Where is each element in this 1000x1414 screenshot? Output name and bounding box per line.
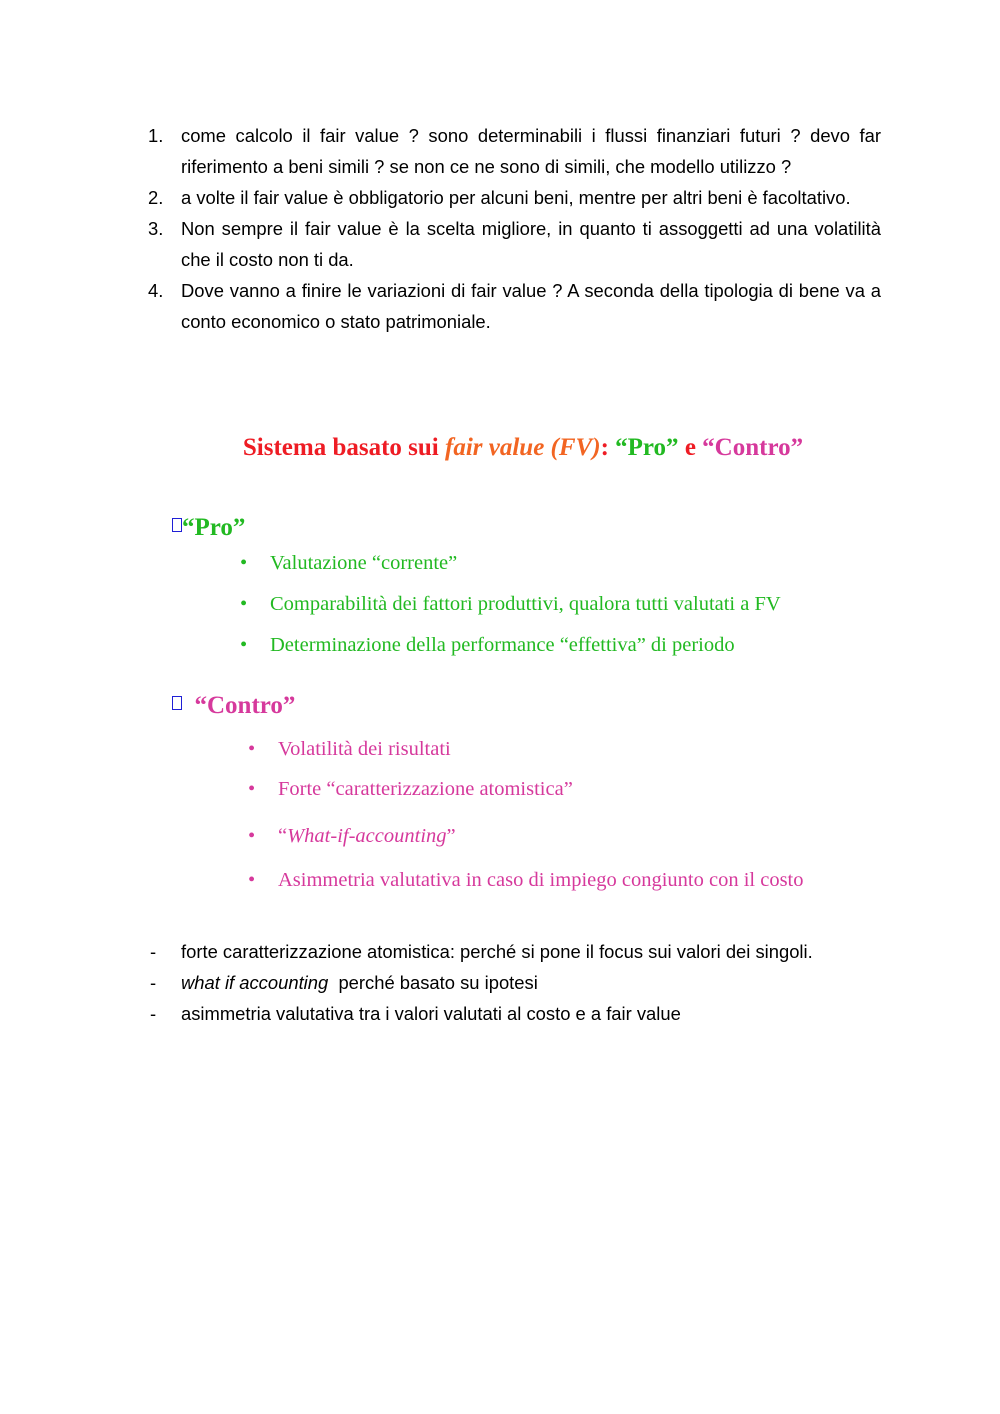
bullet-icon: • [248,778,256,800]
list-item [148,120,881,182]
list-item [248,738,451,761]
list-item-text: Dove vanno a finire le variazioni di fair value ? A seconda della tipologia di bene va a conto economico o stato patrimoniale. [181,280,881,332]
contro-item-italic: What-if-accounting [287,825,447,847]
contro-heading [172,692,295,720]
list-item [148,213,881,275]
list-item-text: Non sempre il fair value è la scelta migliore, in quanto ti assoggetti ad una volatilità che il costo non ti da. [181,218,881,270]
dash-marker: - [150,941,157,962]
pro-heading [172,514,245,542]
pro-item-text: Valutazione “corrente” [270,552,458,574]
title-part: : [600,434,616,461]
list-item [240,552,457,575]
list-number: 4. [148,280,164,301]
title-part: Sistema basato sui [242,434,446,461]
title-contro: “Contro” [702,434,804,461]
contro-item-text: Asimmetria valutativa in caso di impiego congiunto con il costo [278,869,804,891]
contro-item-close-quote: ” [446,825,456,847]
list-item [240,634,735,657]
note-text: perché basato su ipotesi [328,972,538,993]
list-item [248,778,573,801]
checkbox-icon [172,518,182,532]
checkbox-icon [172,696,182,710]
bullet-icon: • [240,634,248,656]
contro-item-text: Forte “caratterizzazione atomistica” [278,778,573,800]
section-title [0,434,1000,462]
note-text: asimmetria valutativa tra i valori valutati al costo e a fair value [181,1003,681,1024]
list-item [150,967,813,998]
notes-list [150,936,813,1029]
list-item [248,869,804,892]
list-item [150,936,813,967]
list-item [248,825,456,848]
list-number: 1. [148,125,164,146]
list-item [240,593,781,616]
pro-item-text: Comparabilità dei fattori produttivi, qualora tutti valutati a FV [270,593,781,615]
title-part: e [678,434,703,461]
contro-heading-text: “Contro” [194,692,296,719]
note-text: forte caratterizzazione atomistica: perché si pone il focus sui valori dei singoli. [181,941,813,962]
bullet-icon: • [248,869,256,891]
title-fair-value: fair value (FV) [445,434,601,461]
bullet-icon: • [240,593,248,615]
bullet-icon: • [248,738,256,760]
contro-item-text: Volatilità dei risultati [278,738,451,760]
note-italic: what if accounting [181,972,329,993]
list-number: 2. [148,187,164,208]
list-item-text: a volte il fair value è obbligatorio per alcuni beni, mentre per altri beni è facoltativo. [181,187,851,208]
title-pro: “Pro” [615,434,679,461]
bullet-icon: • [248,825,256,847]
dash-marker: - [150,1003,157,1024]
numbered-list [148,120,881,337]
list-item [148,275,881,337]
list-item [150,998,813,1029]
list-number: 3. [148,218,164,239]
dash-marker: - [150,972,157,993]
list-item [148,182,881,213]
bullet-icon: • [240,552,248,574]
list-item-text: come calcolo il fair value ? sono determinabili i flussi finanziari futuri ? devo far riferimento a beni simili ? se non ce ne sono di simili, che modello utilizzo ? [181,125,881,177]
pro-item-text: Determinazione della performance “effettiva” di periodo [270,634,735,656]
pro-heading-text: “Pro” [182,514,246,541]
contro-item-open-quote: “ [278,825,288,847]
